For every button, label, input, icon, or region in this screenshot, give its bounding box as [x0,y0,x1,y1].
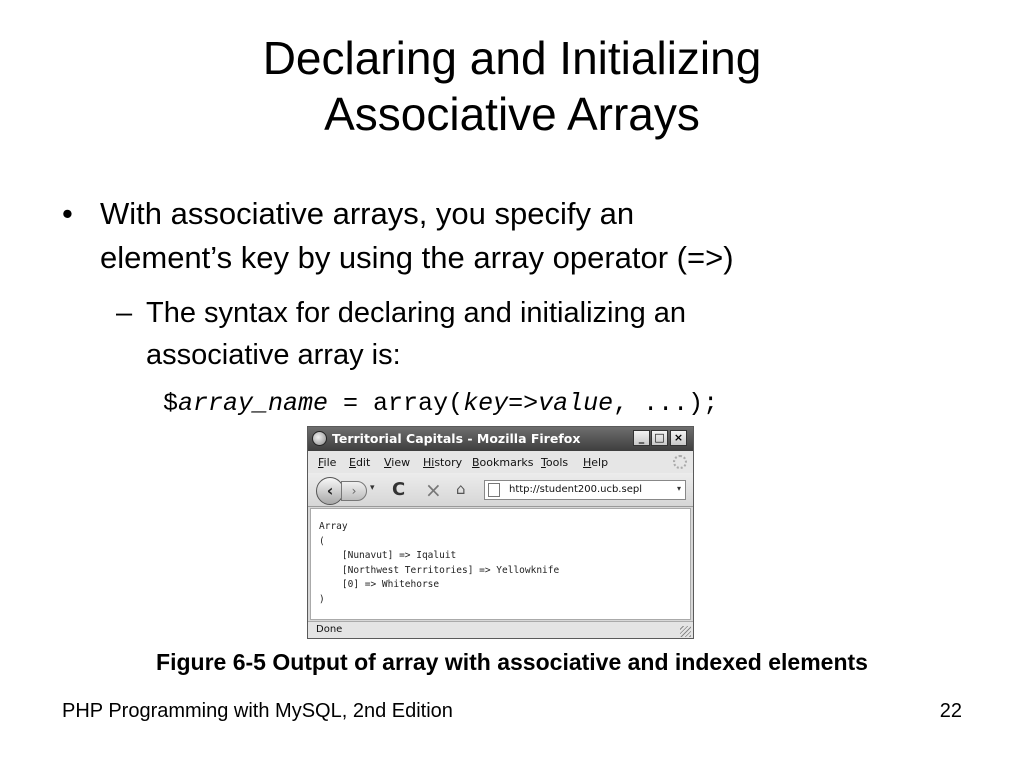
menu-bar [308,451,693,473]
output-line: [Northwest Territories] => Yellowknife [319,564,560,576]
bullet-marker: • [62,196,73,231]
output-line: ( [319,535,325,547]
syntax-arrow: => [508,389,539,418]
footer-book-title: PHP Programming with MySQL, 2nd Edition [62,700,453,722]
syntax-key: key [463,389,509,418]
bullet-text-line-2: element’s key by using the array operator (=>) [100,240,734,275]
array-output [319,520,559,608]
browser-window [307,426,694,639]
syntax-var: array_name [178,389,329,418]
home-icon[interactable]: ⌂ [456,480,466,498]
bullet-text [100,192,950,280]
menu-view[interactable]: View [384,456,411,469]
back-button[interactable]: ‹ [316,477,344,505]
reload-icon[interactable]: C [392,479,406,500]
syntax-value: value [538,389,614,418]
resize-grip-icon[interactable] [680,626,691,637]
output-line: ) [319,593,325,605]
stop-icon[interactable]: × [425,478,442,502]
page-content [310,508,691,620]
slide-title [100,30,924,142]
output-line: Array [319,521,348,532]
url-bar[interactable] [484,480,686,500]
syntax-eq: = array( [328,389,464,418]
title-bar[interactable] [308,427,693,451]
menu-history[interactable]: History [423,456,463,469]
sub-bullet-text [146,292,906,376]
menu-edit[interactable]: Edit [349,456,371,469]
syntax-dollar: $ [163,389,179,418]
syntax-rest: , ...); [613,389,719,418]
throbber-icon [673,455,687,469]
firefox-icon [312,431,327,446]
bullet-text-line-1: With associative arrays, you specify an [100,196,635,231]
menu-file[interactable]: File [318,456,337,469]
url-text[interactable]: http://student200.ucb.sepl [509,484,642,495]
history-dropdown-icon[interactable]: ▾ [370,483,375,493]
dash-marker: – [116,297,133,329]
syntax-code [163,388,718,420]
menu-bookmarks[interactable]: Bookmarks [472,456,534,469]
slide-title-line-2: Associative Arrays [324,88,700,140]
figure-caption: Figure 6-5 Output of array with associative and indexed elements [156,649,868,675]
sub-bullet-line-1: The syntax for declaring and initializing an [146,297,687,329]
navigation-toolbar [308,473,693,507]
menu-tools[interactable]: Tools [541,456,569,469]
maximize-button[interactable]: □ [651,430,668,446]
output-line: [Nunavut] => Iqaluit [319,550,457,562]
output-line: [0] => Whitehorse [319,579,440,591]
url-dropdown-icon[interactable]: ▾ [676,484,681,493]
window-title: Territorial Capitals - Mozilla Firefox [332,431,581,446]
menu-help[interactable]: Help [583,456,609,469]
page-icon [488,483,500,497]
minimize-button[interactable]: _ [633,430,650,446]
close-button[interactable]: × [670,430,687,446]
sub-bullet-line-2: associative array is: [146,339,401,371]
page-number: 22 [939,700,962,722]
status-bar [308,621,693,638]
status-text: Done [316,624,343,635]
forward-button[interactable]: › [341,481,367,501]
slide-title-line-1: Declaring and Initializing [262,32,762,84]
